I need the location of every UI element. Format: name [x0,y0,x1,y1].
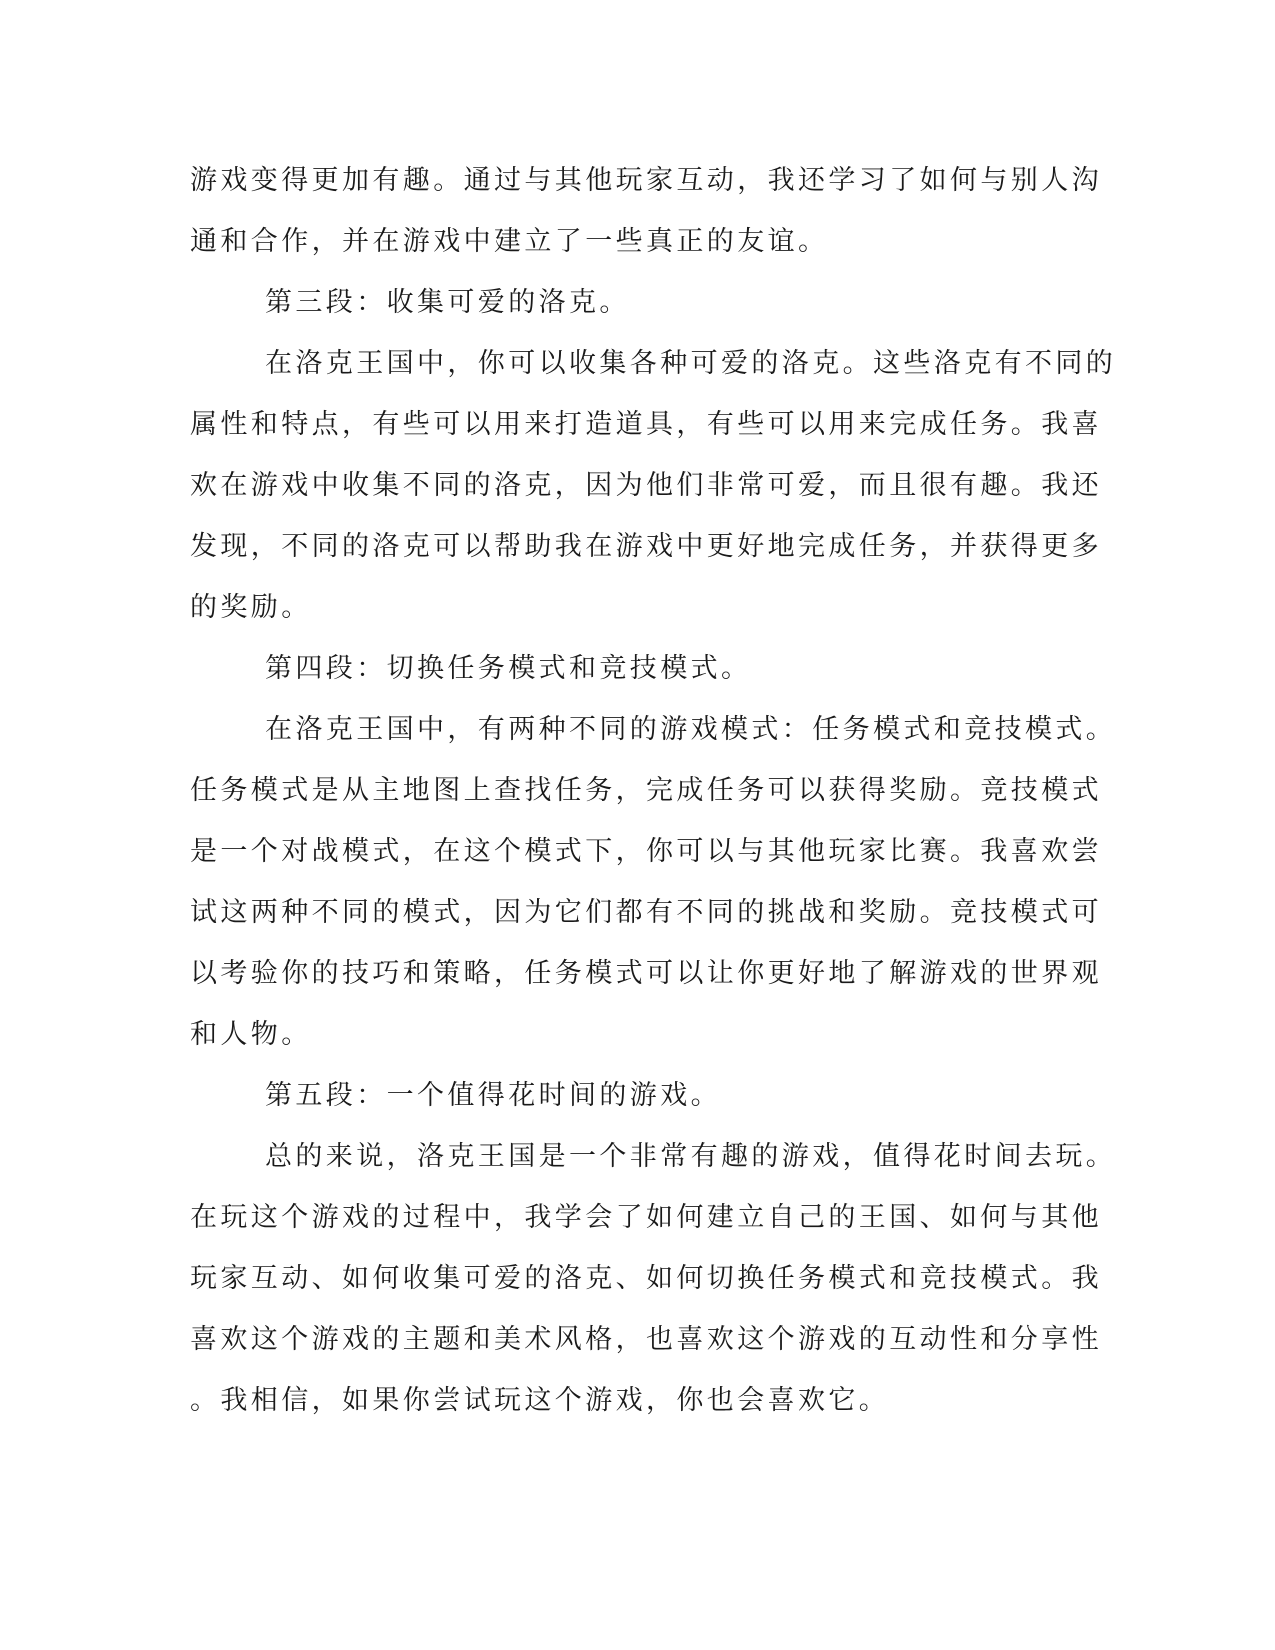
text-line: 玩家互动、如何收集可爱的洛克、如何切换任务模式和竞技模式。我 [190,1263,1102,1294]
section-heading-3: 第三段：收集可爱的洛克。 [265,287,630,318]
text-line: 欢在游戏中收集不同的洛克，因为他们非常可爱，而且很有趣。我还 [190,470,1102,501]
text-line: 的奖励。 [190,592,312,623]
section-heading-5: 第五段：一个值得花时间的游戏。 [265,1080,721,1111]
text-line: 发现，不同的洛克可以帮助我在游戏中更好地完成任务，并获得更多 [190,531,1102,562]
section-heading-4: 第四段：切换任务模式和竞技模式。 [265,653,752,684]
text-line: 以考验你的技巧和策略，任务模式可以让你更好地了解游戏的世界观 [190,958,1102,989]
text-line: 游戏变得更加有趣。通过与其他玩家互动，我还学习了如何与别人沟 [190,165,1102,196]
text-line: 通和合作，并在游戏中建立了一些真正的友谊。 [190,226,829,257]
text-line: 在洛克王国中，有两种不同的游戏模式：任务模式和竞技模式。 [265,714,1117,745]
text-line: 喜欢这个游戏的主题和美术风格，也喜欢这个游戏的互动性和分享性 [190,1324,1102,1355]
text-line: 是一个对战模式，在这个模式下，你可以与其他玩家比赛。我喜欢尝 [190,836,1102,867]
text-line: 和人物。 [190,1019,312,1050]
text-line: 任务模式是从主地图上查找任务，完成任务可以获得奖励。竞技模式 [190,775,1102,806]
text-line: 总的来说，洛克王国是一个非常有趣的游戏，值得花时间去玩。 [265,1141,1117,1172]
text-line: 试这两种不同的模式，因为它们都有不同的挑战和奖励。竞技模式可 [190,897,1102,928]
text-line: 在洛克王国中，你可以收集各种可爱的洛克。这些洛克有不同的 [265,348,1117,379]
text-line: 。我相信，如果你尝试玩这个游戏，你也会喜欢它。 [190,1385,890,1416]
text-line: 在玩这个游戏的过程中，我学会了如何建立自己的王国、如何与其他 [190,1202,1102,1233]
text-line: 属性和特点，有些可以用来打造道具，有些可以用来完成任务。我喜 [190,409,1102,440]
